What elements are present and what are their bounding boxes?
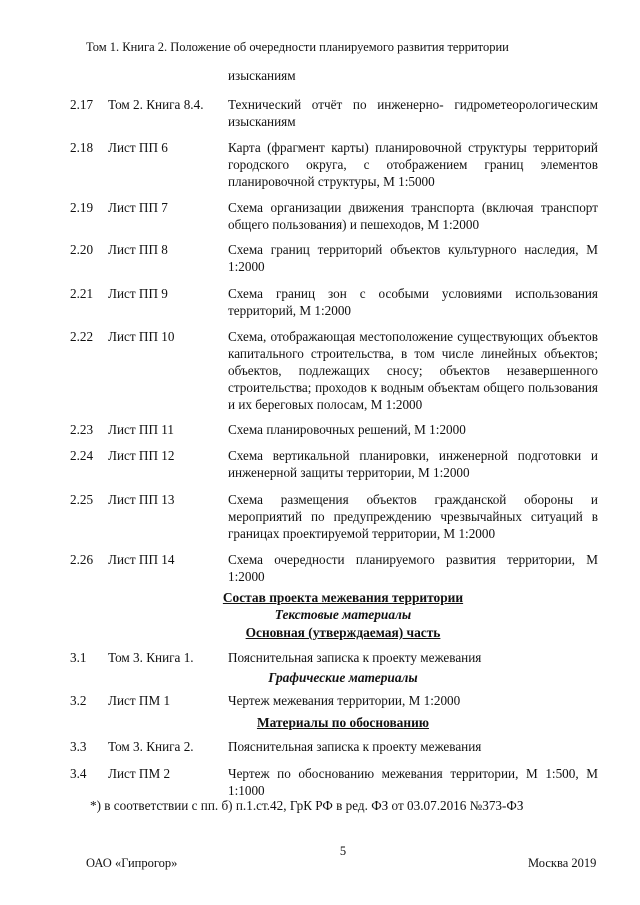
item-reference: Лист ПП 13: [108, 492, 175, 507]
item-description: Карта (фрагмент карты) планировочной структуры территорий городского округа, с отображением границ элементов планировочной структуры, М 1:5000: [228, 140, 598, 189]
item-reference: Лист ПП 8: [108, 242, 168, 257]
footer-organization: ОАО «Гипрогор»: [86, 856, 178, 870]
section-title: Состав проекта межевания территории: [222, 590, 464, 605]
item-number: 2.17: [70, 97, 94, 112]
item-description: Схема очередности планируемого развития территории, М 1:2000: [228, 552, 598, 584]
item-number: 3.2: [70, 693, 87, 708]
subtitle-justification: Материалы по обоснованию: [256, 715, 430, 730]
item-reference: Том 3. Книга 1.: [108, 650, 194, 665]
item-reference: Лист ПП 14: [108, 552, 175, 567]
item-description: Чертеж по обоснованию межевания территории, М 1:500, М 1:1000: [228, 766, 598, 798]
item-number: 2.22: [70, 329, 94, 344]
item-number: 2.24: [70, 448, 94, 463]
subtitle-graphic-materials: Графические материалы: [268, 670, 418, 685]
item-description: Схема границ территорий объектов культурного наследия, М 1:2000: [228, 242, 598, 274]
item-description: Схема границ зон с особыми условиями использования территорий, М 1:2000: [228, 286, 598, 318]
item-reference: Лист ПП 12: [108, 448, 175, 463]
item-description: Пояснительная записка к проекту межевания: [228, 650, 482, 665]
item-number: 2.23: [70, 422, 94, 437]
item-description: Схема размещения объектов гражданской обороны и мероприятий по предупреждению чрезвычайных ситуаций в границах проектируемой территории, М 1:2000: [228, 492, 598, 541]
subtitle-main-part: Основная (утверждаемая) часть: [245, 625, 441, 640]
page-number: 5: [339, 844, 347, 858]
item-number: 2.21: [70, 286, 94, 301]
item-reference: Лист ПМ 1: [108, 693, 171, 708]
subtitle-text-materials: Текстовые материалы: [274, 607, 412, 622]
item-number: 3.4: [70, 766, 87, 781]
item-reference: Лист ПМ 2: [108, 766, 171, 781]
footer-city-year: Москва 2019: [528, 856, 597, 870]
item-reference: Лист ПП 10: [108, 329, 175, 344]
item-description: Пояснительная записка к проекту межевания: [228, 739, 482, 754]
item-number: 3.1: [70, 650, 87, 665]
item-description: Схема организации движения транспорта (включая транспорт общего пользования) и пешеходов, М 1:2000: [228, 200, 598, 232]
item-description: Технический отчёт по инженерно- гидрометеорологическим изысканиям: [228, 97, 598, 129]
item-number: 2.19: [70, 200, 94, 215]
item-number: 2.25: [70, 492, 94, 507]
item-reference: Лист ПП 7: [108, 200, 168, 215]
continuation-text: изысканиям: [228, 68, 296, 83]
item-reference: Том 2. Книга 8.4.: [108, 97, 204, 112]
item-reference: Том 3. Книга 2.: [108, 739, 194, 754]
item-number: 2.26: [70, 552, 94, 567]
page-header: Том 1. Книга 2. Положение об очередности планируемого развития территории: [86, 40, 509, 54]
item-number: 2.20: [70, 242, 94, 257]
item-description: Схема, отображающая местоположение существующих объектов капитального строительства, в том числе линейных объектов; объектов, подлежащих сносу; объектов незавершенного строительства; проходов к водным объектам общего пользования и их береговых полосам, М 1:2000: [228, 329, 598, 412]
item-number: 3.3: [70, 739, 87, 754]
item-description: Схема вертикальной планировки, инженерной подготовки и инженерной защиты территории, М 1:2000: [228, 448, 598, 480]
item-description: Чертеж межевания территории, М 1:2000: [228, 693, 461, 708]
footnote: *) в соответствии с пп. б) п.1.ст.42, ГрК РФ в ред. ФЗ от 03.07.2016 №373-ФЗ: [90, 798, 524, 813]
item-number: 2.18: [70, 140, 94, 155]
item-reference: Лист ПП 6: [108, 140, 168, 155]
item-description: Схема планировочных решений, М 1:2000: [228, 422, 466, 437]
item-reference: Лист ПП 9: [108, 286, 168, 301]
item-reference: Лист ПП 11: [108, 422, 174, 437]
